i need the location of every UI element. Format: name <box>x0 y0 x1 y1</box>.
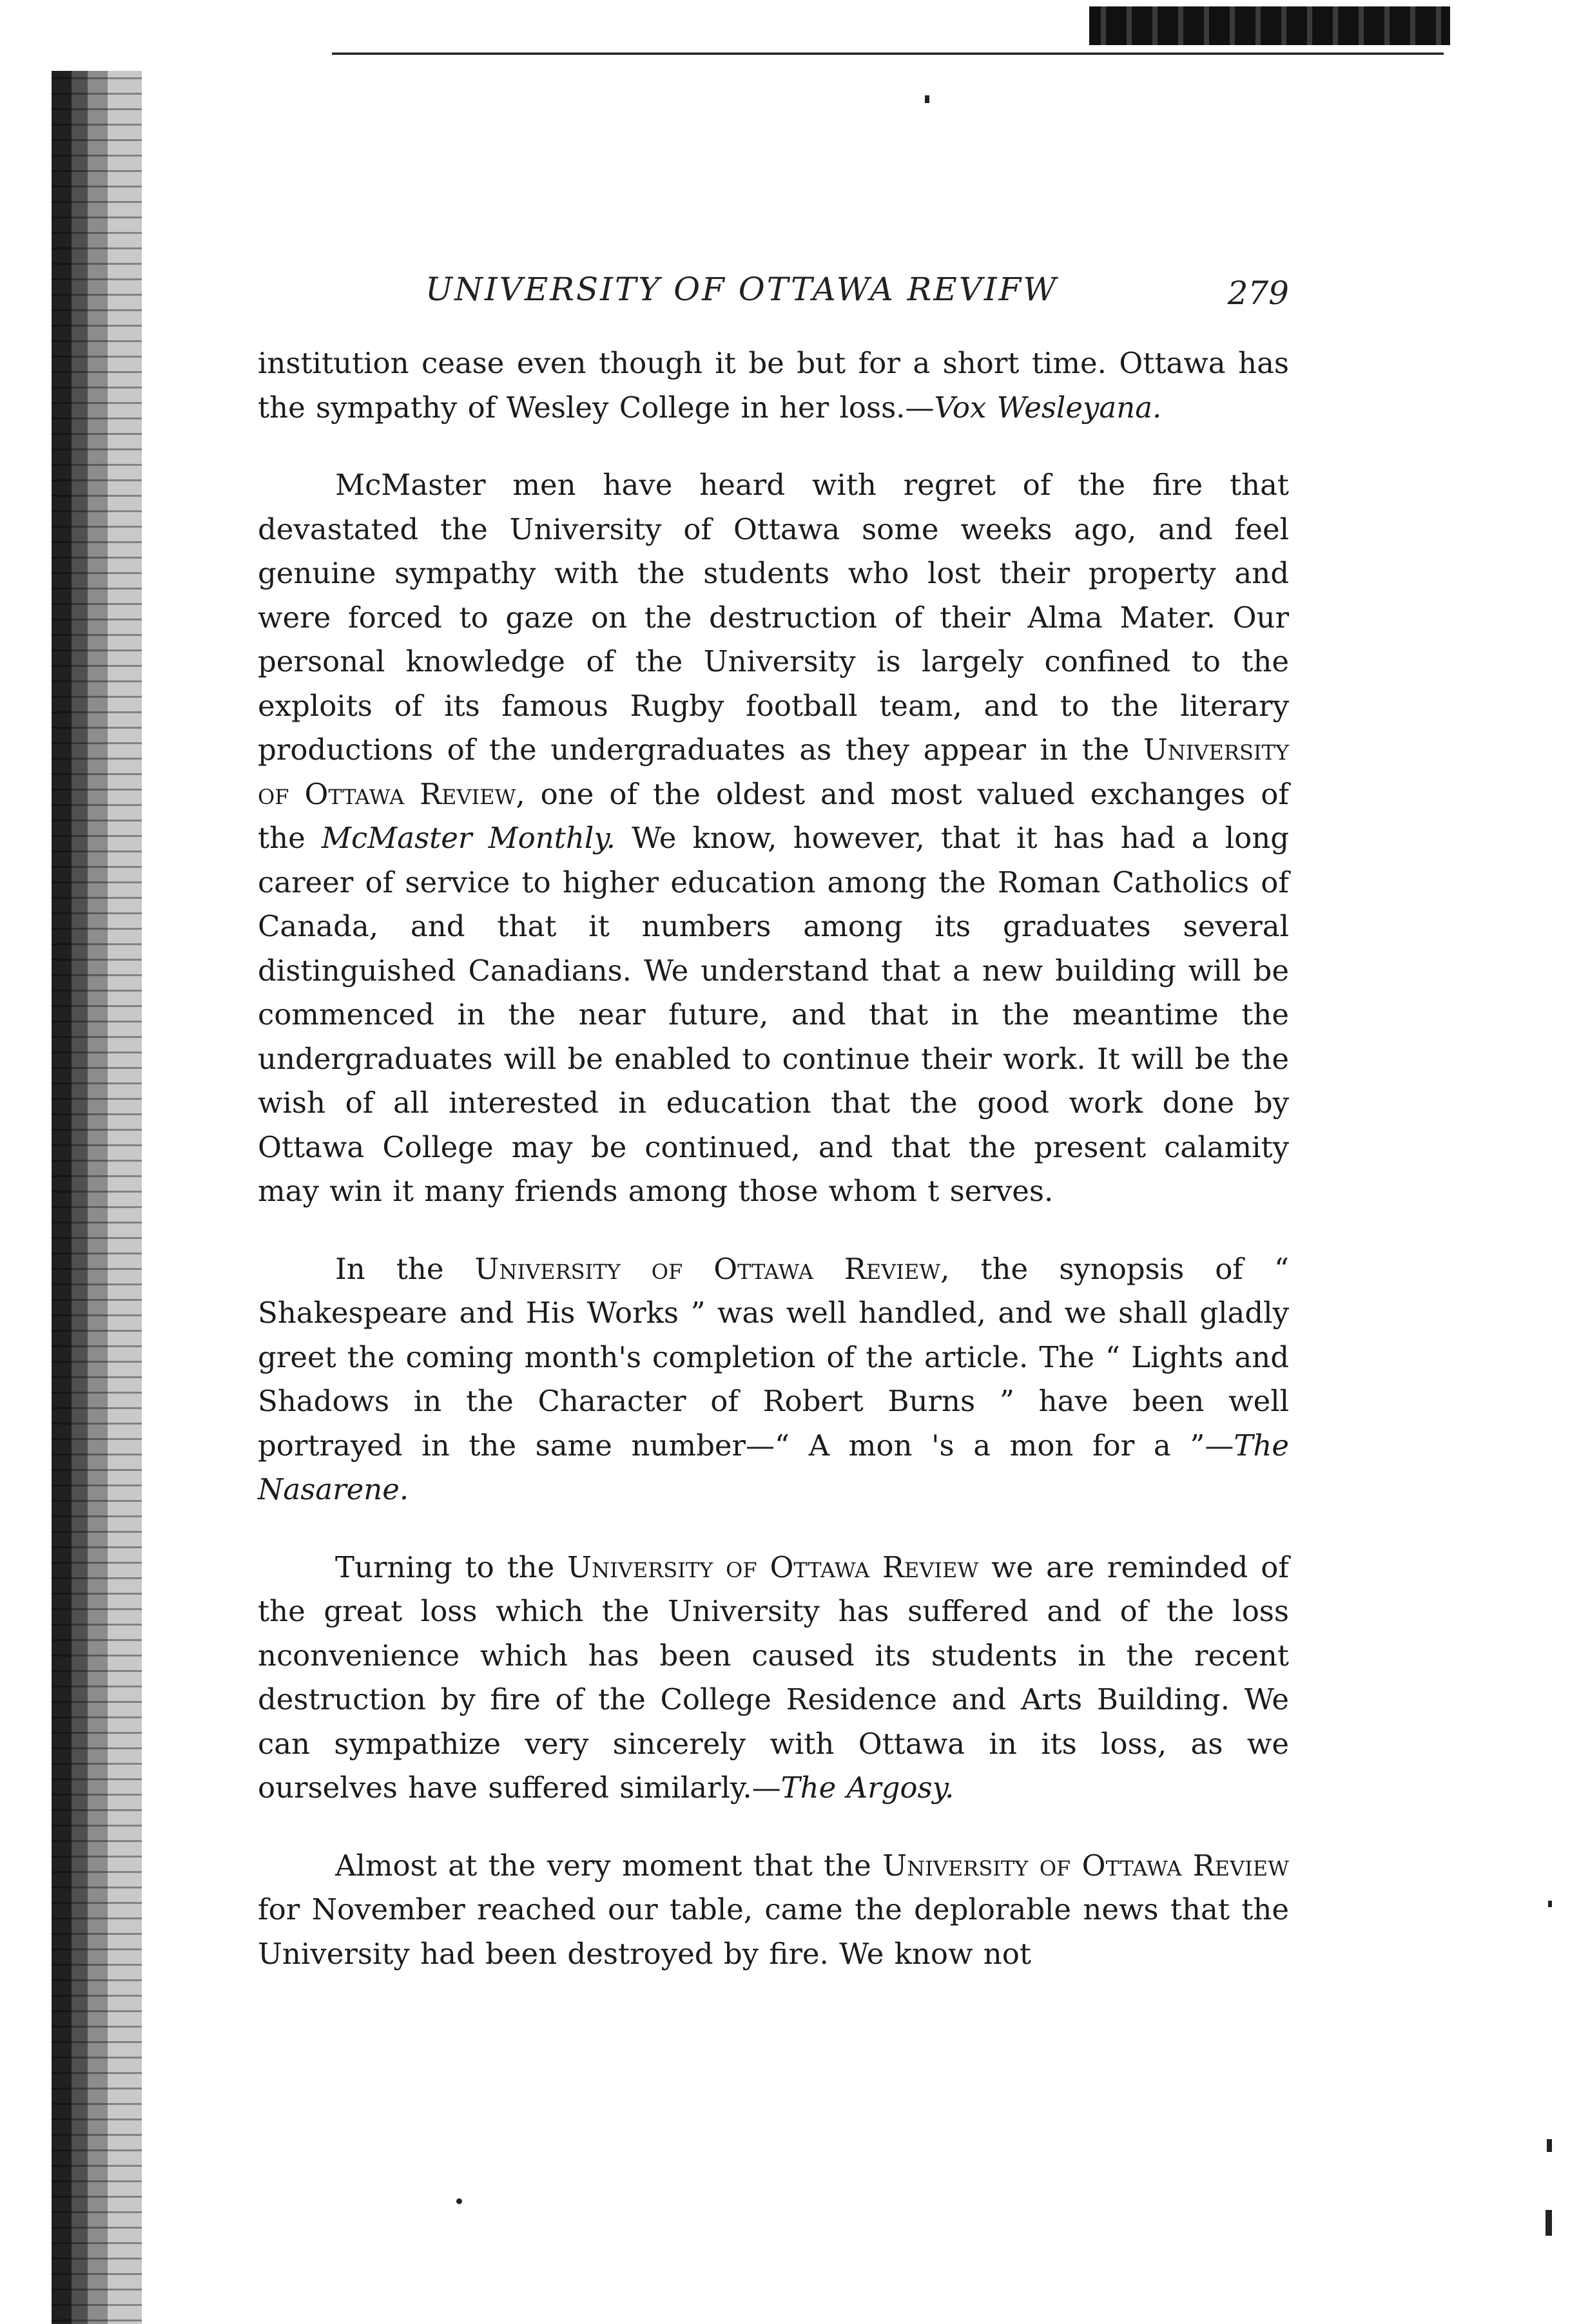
ink-speck <box>925 95 929 103</box>
ink-speck <box>456 2198 462 2204</box>
paragraph: Turning to the University of Ottawa Review we are reminded of the great loss which the University has suffered and of the loss nconvenience which has been caused its students in the recent destruction by fire of the College Residence and Arts Building. We can sympathize very sincerely with Ottawa in its loss, as we ourselves have suffered similarly.—The Argosy. <box>258 1550 1289 1805</box>
running-header <box>258 271 1289 341</box>
top-scan-rule <box>332 44 1444 61</box>
document-page <box>258 271 1289 2010</box>
paragraph: McMaster men have heard with regret of the fire that devastated the University of Ottawa some weeks ago, and feel genuine sympathy with the students who lost their property and were forced to gaze on the destruction of their Alma Mater. Our personal knowledge of the University is largely confined to the exploits of its famous Rugby football team, and to the literary productions of the undergraduates as they appear in the University of Ottawa Review, one of the oldest and most valued exchanges of the McMaster Monthly. We know, however, that it has had a long career of service to higher education among the Roman Catholics of Canada, and that it numbers among its graduates several distinguished Canadians. We understand that a new building will be commenced in the near future, and that in the meantime the undergraduates will be enabled to continue their work. It will be the wish of all interested in education that the good work done by Ottawa College may be continued, and that the present calamity may win it many friends among those whom t serves. <box>258 468 1289 1208</box>
ink-speck <box>1547 2139 1552 2152</box>
page-number: 279 <box>1227 274 1289 312</box>
book-binding-edge <box>52 71 142 2324</box>
paragraph: institution cease even though it be but for a short time. Ottawa has the sympathy of Wesley College in her loss.—Vox Wesleyana. <box>258 346 1289 425</box>
paragraph: In the University of Ottawa Review, the synopsis of “ Shakespeare and His Works ” was well handled, and we shall gladly greet the coming month's completion of the article. The “ Lights and Shadows in the Character of Robert Burns ” have been well portrayed in the same number—“ A mon 's a mon for a ”—The Nasarene. <box>258 1251 1289 1506</box>
running-head: UNIVERSITY OF OTTAWA REVIFW <box>425 271 1058 308</box>
ink-speck <box>1546 2210 1552 2236</box>
paragraph: Almost at the very moment that the University of Ottawa Review for November reached our table, came the deplorable news that the University had been destroyed by fire. We know not <box>258 1848 1289 1971</box>
ink-speck <box>1548 1901 1552 1907</box>
